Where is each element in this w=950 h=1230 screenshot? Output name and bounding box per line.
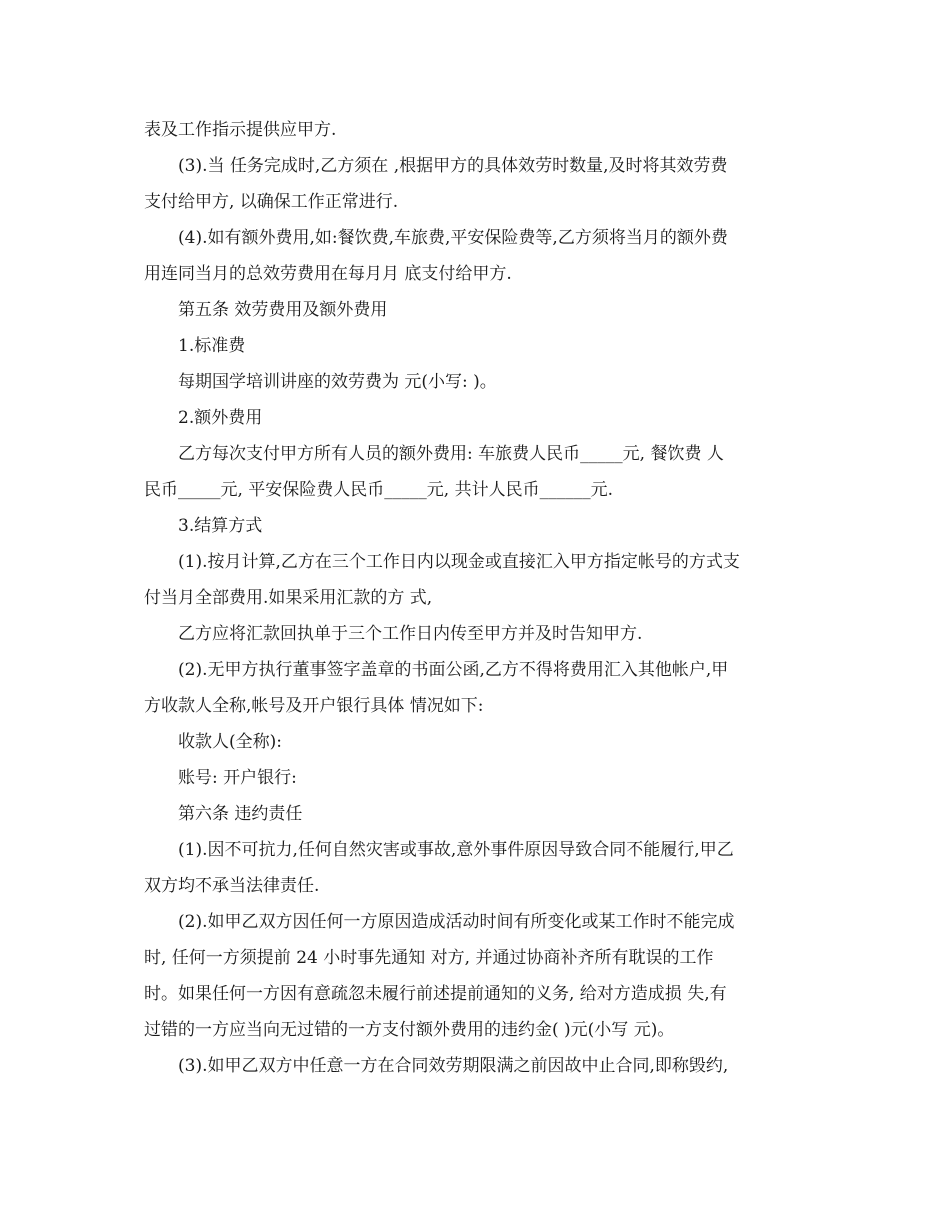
paragraph	[144, 904, 809, 1048]
text-line: 每期国学培训讲座的效劳费为 元(小写: )。	[178, 372, 497, 392]
text-line: 乙方每次支付甲方所有人员的额外费用: 车旅费人民币_____元, 餐饮费 人	[178, 444, 724, 464]
text-line: 3.结算方式	[178, 516, 263, 536]
text-line: 2.额外费用	[178, 408, 263, 428]
paragraph	[144, 616, 809, 652]
text-line: 乙方应将汇款回执单于三个工作日内传至甲方并及时告知甲方.	[178, 624, 643, 644]
document-body	[144, 112, 809, 1084]
text-line: 账号: 开户银行:	[178, 768, 297, 788]
text-line: 民币_____元, 平安保险费人民币_____元, 共计人民币______元.	[144, 480, 614, 500]
text-line: 时, 任何一方须提前 24 小时事先通知 对方, 并通过协商补齐所有耽误的工作	[144, 948, 714, 968]
text-line: 表及工作指示提供应甲方.	[144, 120, 337, 140]
text-line: (2).如甲乙双方因任何一方原因造成活动时间有所变化或某工作时不能完成	[178, 912, 735, 932]
text-line: (1).按月计算,乙方在三个工作日内以现金或直接汇入甲方指定帐号的方式支	[178, 552, 740, 572]
paragraph	[144, 112, 809, 148]
paragraph	[144, 724, 809, 760]
text-line: 付当月全部费用.如果采用汇款的方 式,	[144, 588, 433, 608]
text-line: 时。如果任何一方因有意疏忽未履行前述提前通知的义务, 给对方造成损 失,有	[144, 984, 727, 1004]
paragraph	[144, 292, 809, 328]
paragraph	[144, 328, 809, 364]
paragraph	[144, 760, 809, 796]
text-line: (4).如有额外费用,如:餐饮费,车旅费,平安保险费等,乙方须将当月的额外费	[178, 228, 728, 248]
text-line: (2).无甲方执行董事签字盖章的书面公函,乙方不得将费用汇入其他帐户,甲	[178, 660, 729, 680]
paragraph	[144, 508, 809, 544]
text-line: 过错的一方应当向无过错的一方支付额外费用的违约金( )元(小写 元)。	[144, 1020, 675, 1040]
text-line: 方收款人全称,帐号及开户银行具体 情况如下:	[144, 696, 484, 716]
paragraph	[144, 544, 809, 616]
text-line: (1).因不可抗力,任何自然灾害或事故,意外事件原因导致合同不能履行,甲乙	[178, 840, 734, 860]
paragraph	[144, 796, 809, 832]
text-line: 用连同当月的总效劳费用在每月月 底支付给甲方.	[144, 264, 512, 284]
text-line: 1.标准费	[178, 336, 246, 356]
text-line: 第六条 违约责任	[178, 804, 303, 824]
text-line: 第五条 效劳费用及额外费用	[178, 300, 388, 320]
paragraph	[144, 400, 809, 436]
paragraph	[144, 220, 809, 292]
text-line: (3).当 任务完成时,乙方须在 ,根据甲方的具体效劳时数量,及时将其效劳费	[178, 156, 728, 176]
paragraph	[144, 1048, 809, 1084]
text-line: 双方均不承当法律责任.	[144, 876, 320, 896]
paragraph	[144, 364, 809, 400]
paragraph	[144, 436, 809, 508]
paragraph	[144, 148, 809, 220]
paragraph	[144, 832, 809, 904]
paragraph	[144, 652, 809, 724]
text-line: (3).如甲乙双方中任意一方在合同效劳期限满之前因故中止合同,即称毁约,	[178, 1056, 729, 1076]
text-line: 支付给甲方, 以确保工作正常进行.	[144, 192, 399, 212]
text-line: 收款人(全称):	[178, 732, 282, 752]
